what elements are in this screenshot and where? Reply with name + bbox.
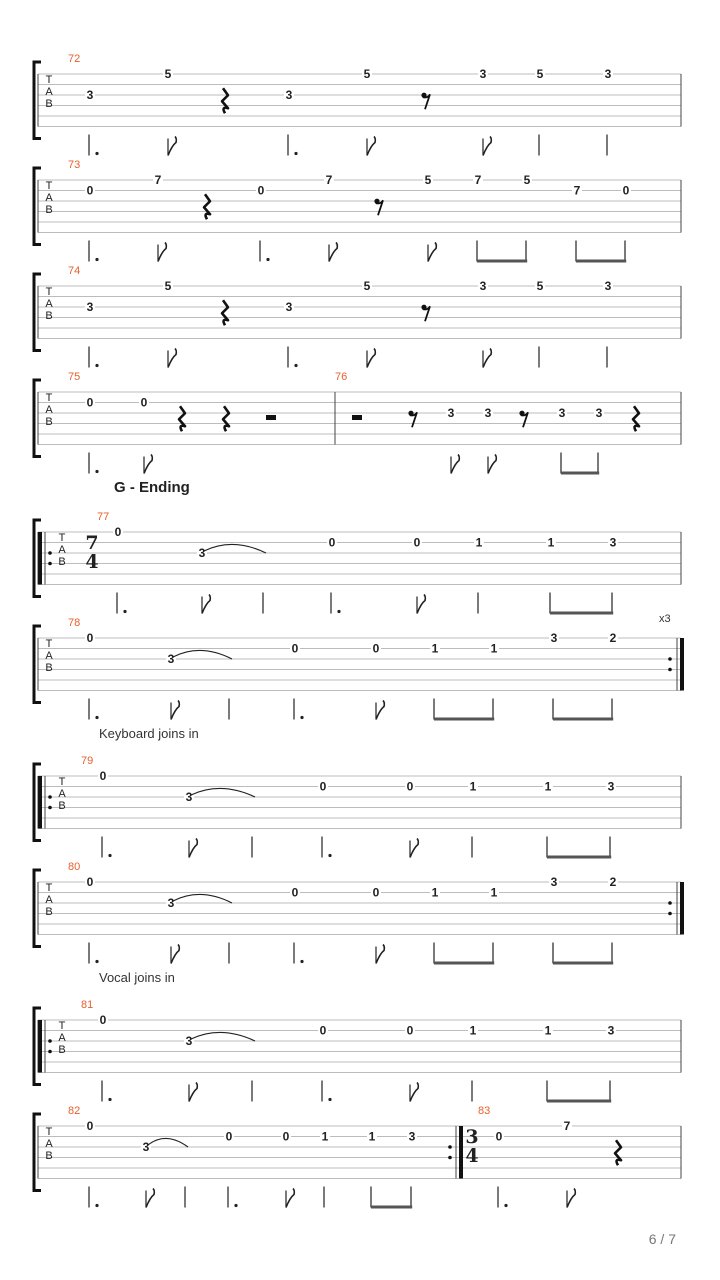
quarter-rest bbox=[222, 300, 228, 325]
fret-number: 5 bbox=[363, 67, 371, 82]
note-beam bbox=[553, 718, 613, 721]
fret-number: 3 bbox=[607, 779, 615, 794]
repeat-start-bar bbox=[38, 532, 42, 585]
fret-number: 0 bbox=[372, 641, 380, 656]
note-beam bbox=[547, 1100, 611, 1103]
repeat-end-bar bbox=[680, 882, 684, 935]
tie bbox=[191, 1032, 255, 1041]
fret-number: 3 bbox=[86, 300, 94, 315]
tab-clef-letter: T bbox=[58, 532, 66, 544]
measure-number: 74 bbox=[68, 265, 81, 277]
tab-clef-letter: B bbox=[45, 906, 53, 918]
dot bbox=[95, 1204, 98, 1207]
tab-clef-letter: B bbox=[45, 1150, 53, 1162]
dot bbox=[95, 960, 98, 963]
note-flag bbox=[367, 349, 375, 368]
note-flag bbox=[144, 455, 152, 474]
note-flag bbox=[376, 701, 384, 720]
fret-number: 0 bbox=[282, 1129, 290, 1144]
note-beam bbox=[434, 962, 494, 965]
measure-number: 73 bbox=[68, 159, 81, 171]
dot bbox=[95, 470, 98, 473]
fret-number: 7 bbox=[474, 173, 482, 188]
measure-number: 83 bbox=[478, 1105, 491, 1117]
fret-number: 0 bbox=[140, 395, 148, 410]
repeat-dot bbox=[48, 1039, 52, 1043]
note-flag bbox=[168, 349, 176, 368]
fret-number: 2 bbox=[609, 631, 617, 646]
fret-number: 0 bbox=[406, 1023, 414, 1038]
note-flag bbox=[488, 455, 496, 474]
fret-number: 3 bbox=[607, 1023, 615, 1038]
note-flag bbox=[146, 1189, 154, 1208]
tab-clef-letter: B bbox=[45, 98, 53, 110]
fret-number: 3 bbox=[447, 406, 455, 421]
fret-number: 0 bbox=[328, 535, 336, 550]
note-flag bbox=[168, 137, 176, 156]
tab-clef-letter: A bbox=[58, 788, 66, 800]
fret-number: 0 bbox=[86, 875, 94, 890]
note-flag bbox=[451, 455, 459, 474]
fret-number: 0 bbox=[413, 535, 421, 550]
measure-number: 80 bbox=[68, 861, 81, 873]
fret-number: 0 bbox=[99, 769, 107, 784]
time-signature-bottom: 4 bbox=[85, 551, 99, 573]
quarter-rest bbox=[179, 406, 185, 431]
fret-number: 3 bbox=[142, 1140, 150, 1155]
tab-system bbox=[34, 1114, 681, 1209]
tab-system bbox=[34, 380, 681, 475]
fret-number: 1 bbox=[431, 641, 439, 656]
note-beam bbox=[477, 260, 527, 263]
tab-clef-letter: A bbox=[45, 404, 53, 416]
quarter-rest bbox=[204, 194, 210, 219]
note-flag bbox=[171, 945, 179, 964]
time-signature-top: 3 bbox=[465, 1126, 479, 1148]
fret-number: 0 bbox=[622, 183, 630, 198]
fret-number: 1 bbox=[469, 1023, 477, 1038]
fret-number: 0 bbox=[319, 779, 327, 794]
fret-number: 7 bbox=[325, 173, 333, 188]
fret-number: 0 bbox=[225, 1129, 233, 1144]
tab-clef-letter: A bbox=[58, 1032, 66, 1044]
page-number: 6 / 7 bbox=[648, 1231, 676, 1247]
note-flag bbox=[286, 1189, 294, 1208]
fret-number: 3 bbox=[167, 896, 175, 911]
fret-number: 0 bbox=[291, 641, 299, 656]
note-flag bbox=[189, 1083, 197, 1102]
tie bbox=[173, 650, 232, 659]
tab-clef-letter: T bbox=[45, 638, 53, 650]
tab-clef-letter: A bbox=[58, 544, 66, 556]
tab-clef-letter: B bbox=[45, 204, 53, 216]
measure-number: 76 bbox=[335, 371, 348, 383]
note-flag bbox=[171, 701, 179, 720]
quarter-rest bbox=[633, 406, 639, 431]
dot bbox=[95, 152, 98, 155]
tab-system bbox=[34, 62, 681, 156]
fret-number: 0 bbox=[114, 525, 122, 540]
tab-clef-letter: B bbox=[58, 556, 66, 568]
fret-number: 5 bbox=[363, 279, 371, 294]
dot bbox=[266, 258, 269, 261]
fret-number: 0 bbox=[406, 779, 414, 794]
tab-system bbox=[34, 764, 681, 859]
fret-number: 1 bbox=[490, 641, 498, 656]
keyboard-annotation: Keyboard joins in bbox=[99, 726, 199, 741]
tab-clef-letter: T bbox=[45, 74, 53, 86]
dot bbox=[504, 1204, 507, 1207]
fret-number: 0 bbox=[86, 631, 94, 646]
fret-number: 5 bbox=[536, 67, 544, 82]
repeat-dot bbox=[448, 1145, 452, 1149]
tab-clef-letter: A bbox=[45, 650, 53, 662]
fret-number: 3 bbox=[558, 406, 566, 421]
dot bbox=[294, 152, 297, 155]
dot bbox=[123, 610, 126, 613]
repeat-start-bar bbox=[38, 1020, 42, 1073]
quarter-rest bbox=[222, 88, 228, 113]
tab-clef-letter: T bbox=[45, 882, 53, 894]
tab-clef-letter: T bbox=[58, 776, 66, 788]
measure-number: 81 bbox=[81, 999, 94, 1011]
fret-number: 3 bbox=[604, 279, 612, 294]
time-signature-top: 7 bbox=[85, 532, 99, 554]
fret-number: 3 bbox=[595, 406, 603, 421]
fret-number: 5 bbox=[164, 279, 172, 294]
fret-number: 3 bbox=[185, 790, 193, 805]
dot bbox=[108, 854, 111, 857]
fret-number: 1 bbox=[321, 1129, 329, 1144]
vocal-annotation: Vocal joins in bbox=[99, 970, 175, 985]
tie bbox=[173, 894, 232, 903]
fret-number: 3 bbox=[167, 652, 175, 667]
fret-number: 0 bbox=[319, 1023, 327, 1038]
tab-clef-letter: A bbox=[45, 1138, 53, 1150]
dot bbox=[234, 1204, 237, 1207]
dot bbox=[95, 258, 98, 261]
fret-number: 0 bbox=[86, 395, 94, 410]
fret-number: 0 bbox=[86, 1119, 94, 1134]
note-flag bbox=[483, 137, 491, 156]
fret-number: 0 bbox=[257, 183, 265, 198]
measure-number: 72 bbox=[68, 53, 81, 65]
fret-number: 3 bbox=[479, 67, 487, 82]
dot bbox=[328, 854, 331, 857]
quarter-rest bbox=[223, 406, 229, 431]
fret-number: 3 bbox=[484, 406, 492, 421]
measure-number: 78 bbox=[68, 617, 81, 629]
measure-number: 82 bbox=[68, 1105, 81, 1117]
section-title: G - Ending bbox=[114, 479, 190, 496]
fret-number: 1 bbox=[544, 1023, 552, 1038]
tab-clef-letter: A bbox=[45, 298, 53, 310]
note-flag bbox=[428, 243, 436, 262]
repeat-dot bbox=[668, 901, 672, 905]
quarter-rest bbox=[615, 1140, 621, 1165]
note-beam bbox=[561, 472, 599, 475]
note-flag bbox=[376, 945, 384, 964]
dot bbox=[108, 1098, 111, 1101]
note-flag bbox=[567, 1189, 575, 1208]
tab-system bbox=[34, 168, 681, 263]
tie bbox=[191, 788, 255, 797]
repeat-dot bbox=[48, 562, 52, 566]
tab-clef-letter: B bbox=[58, 1044, 66, 1056]
note-beam bbox=[553, 962, 613, 965]
fret-number: 3 bbox=[479, 279, 487, 294]
tab-system bbox=[34, 520, 681, 615]
time-signature-bottom: 4 bbox=[465, 1145, 479, 1167]
dot bbox=[294, 364, 297, 367]
fret-number: 5 bbox=[536, 279, 544, 294]
tab-system bbox=[34, 1008, 681, 1103]
dot bbox=[300, 716, 303, 719]
note-beam bbox=[371, 1206, 412, 1209]
tab-clef-letter: T bbox=[45, 286, 53, 298]
fret-number: 3 bbox=[550, 631, 558, 646]
tab-clef-letter: T bbox=[45, 392, 53, 404]
repeat-start-bar bbox=[38, 776, 42, 829]
fret-number: 3 bbox=[285, 300, 293, 315]
fret-number: 0 bbox=[495, 1129, 503, 1144]
fret-number: 3 bbox=[604, 67, 612, 82]
fret-number: 0 bbox=[99, 1013, 107, 1028]
tab-clef-letter: A bbox=[45, 192, 53, 204]
note-flag bbox=[483, 349, 491, 368]
fret-number: 5 bbox=[424, 173, 432, 188]
fret-number: 7 bbox=[573, 183, 581, 198]
fret-number: 5 bbox=[164, 67, 172, 82]
fret-number: 1 bbox=[490, 885, 498, 900]
repeat-dot bbox=[48, 1050, 52, 1054]
measure-number: 77 bbox=[97, 511, 110, 523]
note-flag bbox=[158, 243, 166, 262]
note-flag bbox=[202, 595, 210, 614]
tab-clef-letter: T bbox=[45, 180, 53, 192]
tie bbox=[148, 1138, 188, 1147]
fret-number: 1 bbox=[475, 535, 483, 550]
tab-clef-letter: A bbox=[45, 86, 53, 98]
tab-clef-letter: B bbox=[58, 800, 66, 812]
tab-clef-letter: B bbox=[45, 310, 53, 322]
fret-number: 1 bbox=[431, 885, 439, 900]
fret-number: 5 bbox=[523, 173, 531, 188]
repeat-end-bar bbox=[680, 638, 684, 691]
fret-number: 0 bbox=[372, 885, 380, 900]
measure-number: 75 bbox=[68, 371, 81, 383]
fret-number: 2 bbox=[609, 875, 617, 890]
repeat-end-bar bbox=[459, 1126, 463, 1179]
fret-number: 1 bbox=[469, 779, 477, 794]
tab-system bbox=[34, 626, 684, 721]
repeat-dot bbox=[448, 1156, 452, 1160]
repeat-dot bbox=[48, 806, 52, 810]
tie bbox=[204, 544, 266, 553]
repeat-dot bbox=[668, 668, 672, 672]
note-flag bbox=[417, 595, 425, 614]
note-beam bbox=[576, 260, 626, 263]
dot bbox=[337, 610, 340, 613]
dot bbox=[300, 960, 303, 963]
repeat-count: x3 bbox=[659, 613, 671, 625]
fret-number: 1 bbox=[547, 535, 555, 550]
fret-number: 3 bbox=[609, 535, 617, 550]
fret-number: 1 bbox=[368, 1129, 376, 1144]
note-flag bbox=[410, 839, 418, 858]
fret-number: 7 bbox=[563, 1119, 571, 1134]
fret-number: 3 bbox=[408, 1129, 416, 1144]
fret-number: 3 bbox=[550, 875, 558, 890]
tab-clef-letter: T bbox=[58, 1020, 66, 1032]
dot bbox=[95, 716, 98, 719]
note-flag bbox=[189, 839, 197, 858]
note-beam bbox=[434, 718, 494, 721]
note-flag bbox=[329, 243, 337, 262]
tab-clef-letter: T bbox=[45, 1126, 53, 1138]
fret-number: 3 bbox=[86, 88, 94, 103]
fret-number: 7 bbox=[154, 173, 162, 188]
repeat-dot bbox=[48, 551, 52, 555]
note-beam bbox=[550, 612, 613, 615]
fret-number: 1 bbox=[544, 779, 552, 794]
dot bbox=[95, 364, 98, 367]
fret-number: 0 bbox=[291, 885, 299, 900]
repeat-dot bbox=[668, 657, 672, 661]
fret-number: 3 bbox=[185, 1034, 193, 1049]
fret-number: 3 bbox=[198, 546, 206, 561]
repeat-dot bbox=[668, 912, 672, 916]
dot bbox=[328, 1098, 331, 1101]
note-flag bbox=[410, 1083, 418, 1102]
measure-number: 79 bbox=[81, 755, 94, 767]
half-rest bbox=[266, 415, 276, 420]
repeat-dot bbox=[48, 795, 52, 799]
tab-system bbox=[34, 870, 684, 965]
fret-number: 0 bbox=[86, 183, 94, 198]
tab-clef-letter: B bbox=[45, 662, 53, 674]
tab-system bbox=[34, 274, 681, 368]
fret-number: 3 bbox=[285, 88, 293, 103]
note-flag bbox=[367, 137, 375, 156]
note-beam bbox=[547, 856, 611, 859]
tab-clef-letter: B bbox=[45, 416, 53, 428]
half-rest bbox=[352, 415, 362, 420]
tab-clef-letter: A bbox=[45, 894, 53, 906]
